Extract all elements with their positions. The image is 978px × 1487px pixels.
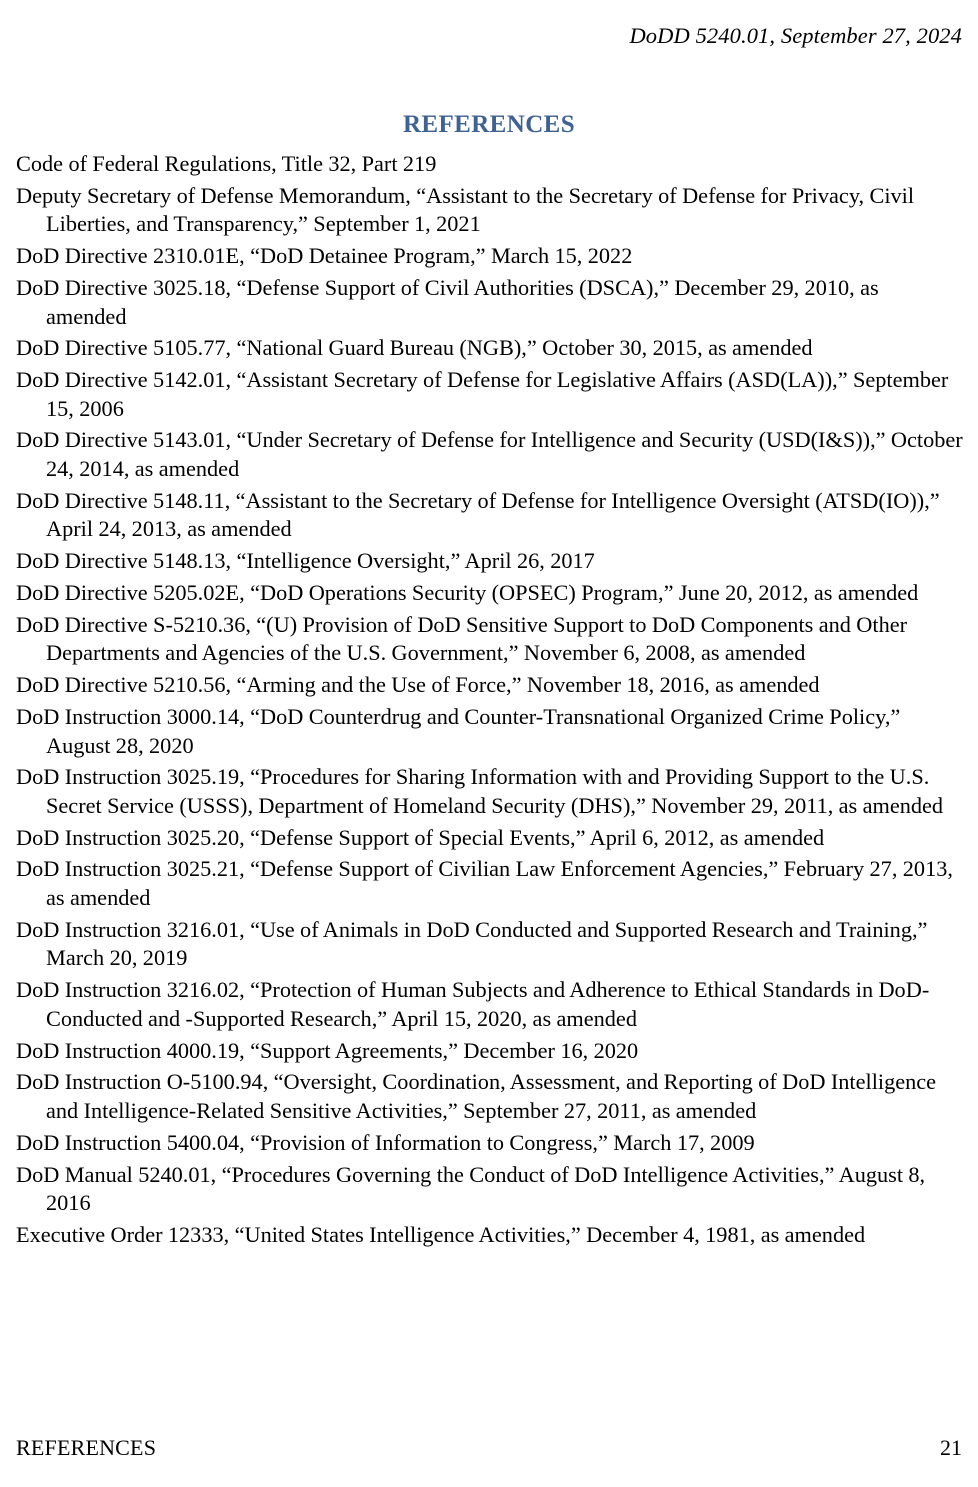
reference-entry: DoD Instruction 5400.04, “Provision of Information to Congress,” March 17, 2009 (16, 1129, 755, 1155)
reference-entry: DoD Directive 5205.02E, “DoD Operations Security (OPSEC) Program,” June 20, 2012, as amended (16, 580, 919, 605)
footer-page-number: 21 (940, 1435, 962, 1460)
references-list (16, 150, 964, 1253)
reference-entry: DoD Directive 2310.01E, “DoD Detainee Program,” March 15, 2022 (16, 243, 633, 269)
reference-entry: DoD Instruction 3025.20, “Defense Support of Special Events,” April 6, 2012, as amended (16, 824, 825, 850)
running-header: DoDD 5240.01, September 27, 2024 (629, 23, 962, 48)
reference-entry: DoD Instruction 3216.02, “Protection of Human Subjects and Adherence to Ethical Standards in DoD-Conducted and -Supported Research,” April 15, 2020, as amended (16, 977, 930, 1031)
reference-entry: DoD Instruction 4000.19, “Support Agreements,” December 16, 2020 (16, 1037, 639, 1063)
reference-entry: DoD Instruction 3000.14, “DoD Counterdrug and Counter-Transnational Organized Crime Policy,” August 28, 2020 (16, 703, 901, 758)
page-title: REFERENCES (402, 110, 576, 138)
reference-entry: DoD Directive 3025.18, “Defense Support of Civil Authorities (DSCA),” December 29, 2010, as amended (16, 274, 879, 329)
reference-entry: DoD Directive 5143.01, “Under Secretary of Defense for Intelligence and Security (USD(I&S)),” October 24, 2014, as amended (16, 427, 963, 482)
reference-entry: DoD Directive S-5210.36, “(U) Provision of DoD Sensitive Support to DoD Components and Other Departments and Agencies of the U.S. Government,” November 6, 2008, as amended (16, 611, 908, 666)
reference-entry: DoD Directive 5148.11, “Assistant to the Secretary of Defense for Intelligence Oversight (ATSD(IO)),” April 24, 2013, as amended (16, 487, 940, 542)
reference-entry: DoD Directive 5148.13, “Intelligence Oversight,” April 26, 2017 (16, 548, 595, 574)
reference-entry: DoD Directive 5105.77, “National Guard Bureau (NGB),” October 30, 2015, as amended (16, 335, 813, 361)
reference-entry: DoD Directive 5210.56, “Arming and the Use of Force,” November 18, 2016, as amended (16, 672, 820, 698)
reference-entry: DoD Directive 5142.01, “Assistant Secretary of Defense for Legislative Affairs (ASD(LA)),” September 15, 2006 (16, 367, 949, 421)
reference-entry: DoD Instruction 3025.19, “Procedures for Sharing Information with and Providing Support to the U.S. Secret Service (USSS), Department of Homeland Security (DHS),” November 29, 2011, as amended (16, 764, 944, 818)
reference-entry: DoD Instruction 3216.01, “Use of Animals in DoD Conducted and Supported Research and Training,” March 20, 2019 (16, 916, 928, 971)
page-footer (16, 1433, 962, 1463)
reference-entry: Deputy Secretary of Defense Memorandum, “Assistant to the Secretary of Defense for Privacy, Civil Liberties, and Transparency,” September 1, 2021 (16, 182, 915, 237)
reference-entry: DoD Instruction 3025.21, “Defense Support of Civilian Law Enforcement Agencies,” February 27, 2013, as amended (16, 856, 953, 911)
footer-section-label: REFERENCES (16, 1435, 157, 1460)
reference-entry: DoD Instruction O-5100.94, “Oversight, Coordination, Assessment, and Reporting of DoD Intelligence and Intelligence-Related Sensitive Activities,” September 27, 2011, as amended (16, 1069, 937, 1123)
reference-entry: Executive Order 12333, “United States Intelligence Activities,” December 4, 1981, as amended (16, 1221, 866, 1247)
reference-entry: Code of Federal Regulations, Title 32, Part 219 (16, 151, 437, 176)
reference-entry: DoD Manual 5240.01, “Procedures Governing the Conduct of DoD Intelligence Activities,” August 8, 2016 (16, 1161, 926, 1216)
